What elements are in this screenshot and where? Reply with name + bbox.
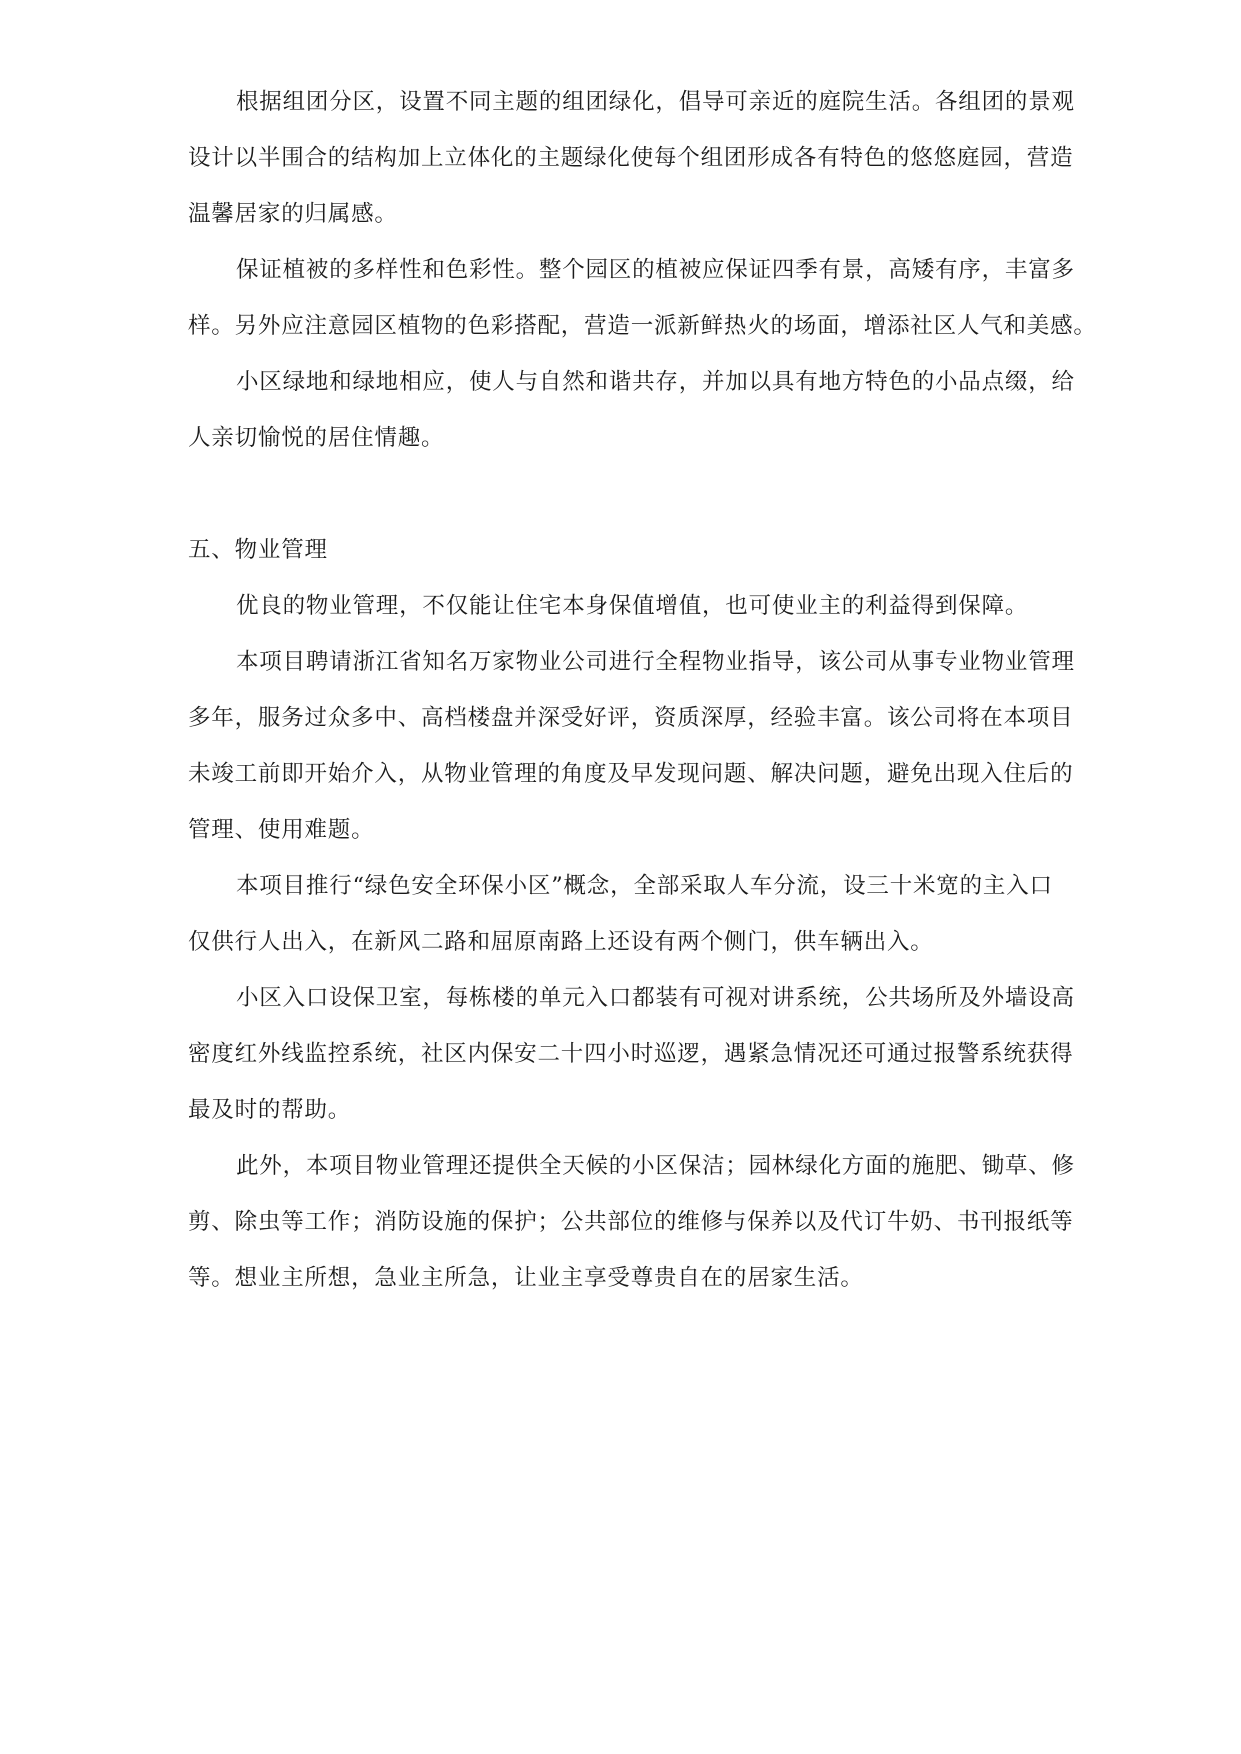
paragraph-line: 本项目推行“绿色安全环保小区”概念，全部采取人车分流，设三十米宽的主入口 (236, 873, 1053, 899)
paragraph-line: 根据组团分区，设置不同主题的组团绿化，倡导可亲近的庭院生活。各组团的景观 (236, 89, 1075, 115)
paragraph-line: 密度红外线监控系统，社区内保安二十四小时巡逻，遇紧急情况还可通过报警系统获得 (188, 1041, 1074, 1067)
paragraph-line: 设计以半围合的结构加上立体化的主题绿化使每个组团形成各有特色的悠悠庭园，营造 (188, 145, 1074, 171)
section-heading: 五、物业管理 (188, 537, 328, 563)
paragraph-line: 等。想业主所想，急业主所急，让业主享受尊贵自在的居家生活。 (188, 1265, 864, 1291)
paragraph-line: 此外，本项目物业管理还提供全天候的小区保洁；园林绿化方面的施肥、锄草、修 (236, 1153, 1075, 1179)
paragraph-line: 剪、除虫等工作；消防设施的保护；公共部位的维修与保养以及代订牛奶、书刊报纸等 (188, 1209, 1074, 1235)
paragraph-line: 本项目聘请浙江省知名万家物业公司进行全程物业指导，该公司从事专业物业管理 (236, 649, 1075, 675)
paragraph-line: 保证植被的多样性和色彩性。整个园区的植被应保证四季有景，高矮有序，丰富多 (236, 257, 1075, 283)
paragraph-line: 样。另外应注意园区植物的色彩搭配，营造一派新鲜热火的场面，增添社区人气和美感。 (188, 313, 1097, 339)
paragraph-line: 多年，服务过众多中、高档楼盘并深受好评，资质深厚，经验丰富。该公司将在本项目 (188, 705, 1074, 731)
document-body (188, 74, 1128, 1306)
paragraph-line: 最及时的帮助。 (188, 1097, 352, 1123)
paragraph-line: 小区入口设保卫室，每栋楼的单元入口都装有可视对讲系统，公共场所及外墙设高 (236, 985, 1075, 1011)
paragraph-line: 温馨居家的归属感。 (188, 201, 398, 227)
paragraph-line: 小区绿地和绿地相应，使人与自然和谐共存，并加以具有地方特色的小品点缀，给 (236, 369, 1075, 395)
paragraph-line: 管理、使用难题。 (188, 817, 375, 843)
paragraph-line: 未竣工前即开始介入，从物业管理的角度及早发现问题、解决问题，避免出现入住后的 (188, 761, 1074, 787)
section-spacer (188, 466, 1128, 522)
paragraph-line: 优良的物业管理，不仅能让住宅本身保值增值，也可使业主的利益得到保障。 (236, 593, 1029, 619)
paragraph-line: 仅供行人出入，在新风二路和屈原南路上还设有两个侧门，供车辆出入。 (188, 929, 934, 955)
paragraph-line: 人亲切愉悦的居住情趣。 (188, 425, 445, 451)
